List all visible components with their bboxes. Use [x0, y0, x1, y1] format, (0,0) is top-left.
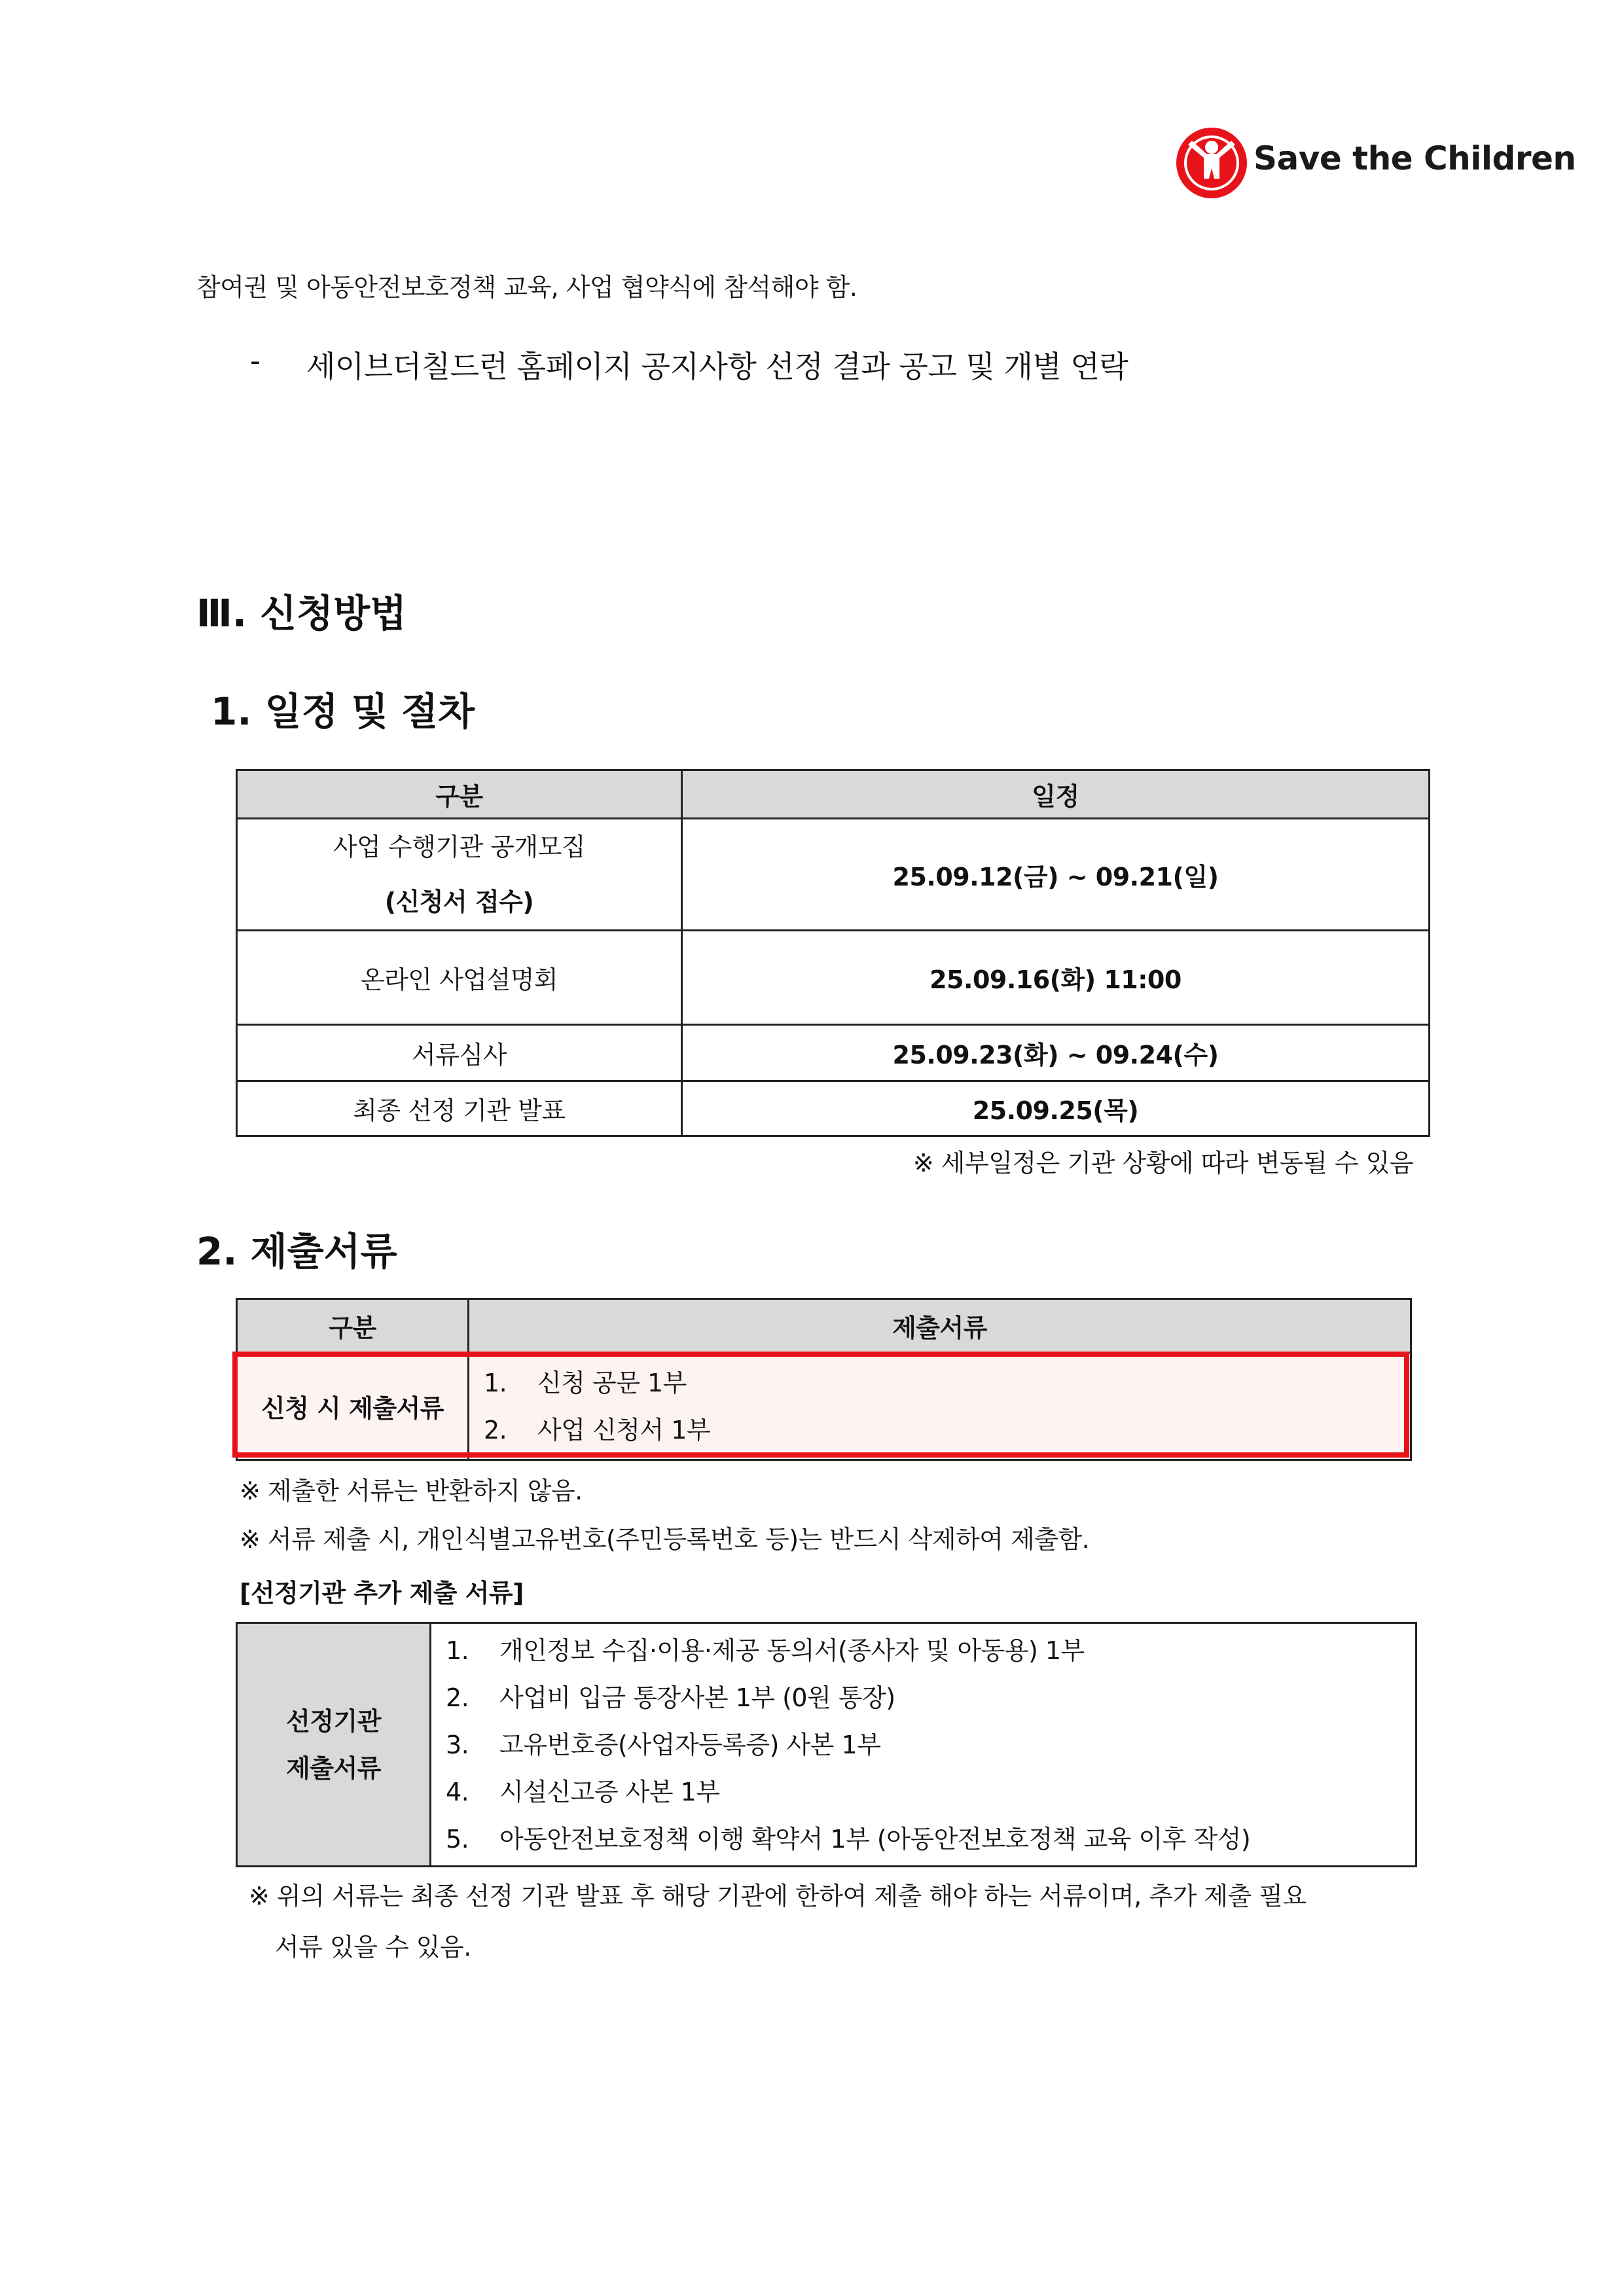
schedule-table: [236, 769, 1430, 1137]
item-number: 2.: [446, 1683, 469, 1712]
list-item: [446, 1721, 1415, 1768]
row-label: 최종 선정 기관 발표: [237, 1081, 682, 1136]
row-date: 25.09.25(목): [682, 1081, 1430, 1136]
documents-note-2: ※ 서류 제출 시, 개인식별고유번호(주민등록번호 등)는 반드시 삭제하여 제출함.: [240, 1525, 1090, 1554]
header-category: 구분: [237, 770, 682, 819]
item-text: 신청 공문 1부: [537, 1368, 687, 1397]
item-text: 시설신고증 사본 1부: [499, 1777, 720, 1806]
bullet-text: 세이브더칠드런 홈페이지 공지사항 선정 결과 공고 및 개별 연락: [306, 349, 1128, 384]
child-figure-icon: [1175, 125, 1248, 201]
item-number: 1.: [484, 1368, 507, 1397]
item-number: 3.: [446, 1730, 469, 1759]
table-row: [237, 1081, 1430, 1136]
item-number: 1.: [446, 1636, 469, 1665]
selected-documents-table: [236, 1622, 1417, 1867]
item-text: 개인정보 수집·이용·제공 동의서(종사자 및 아동용) 1부: [499, 1636, 1085, 1665]
table-header-row: [237, 1299, 1411, 1353]
table-row: [237, 931, 1430, 1025]
intro-continuation: 참여권 및 아동안전보호정책 교육, 사업 협약식에 참석해야 함.: [196, 273, 857, 302]
row-label-line1: 선정기관: [286, 1706, 381, 1736]
row-date: 25.09.16(화) 11:00: [682, 931, 1430, 1025]
row-label: 온라인 사업설명회: [237, 931, 682, 1025]
row-label: [237, 819, 682, 931]
item-number: 4.: [446, 1777, 469, 1806]
documents-title: 2. 제출서류: [196, 1229, 397, 1274]
table-row: [237, 1623, 1416, 1867]
row-label-line2: 제출서류: [286, 1753, 381, 1783]
table-header-row: [237, 770, 1430, 819]
item-number: 5.: [446, 1824, 469, 1854]
item-text: 고유번호증(사업자등록증) 사본 1부: [499, 1730, 881, 1759]
selected-list-cell: [431, 1623, 1416, 1867]
logo-text: Save the Children: [1254, 139, 1576, 177]
schedule-note: ※ 세부일정은 기관 상황에 따라 변동될 수 있음: [912, 1149, 1413, 1177]
header-schedule: 일정: [682, 770, 1430, 819]
list-item: [446, 1627, 1415, 1674]
row-label-line2: (신청서 접수): [384, 888, 534, 916]
row-date: 25.09.23(화) ~ 09.24(수): [682, 1025, 1430, 1081]
selected-title: [선정기관 추가 제출 서류]: [240, 1579, 524, 1607]
save-the-children-logo: [1175, 125, 1576, 201]
bullet-dash: -: [250, 344, 261, 378]
list-item: [446, 1768, 1415, 1816]
selected-documents-list: [431, 1627, 1415, 1863]
highlight-box: [232, 1352, 1409, 1458]
row-date: 25.09.12(금) ~ 09.21(일): [682, 819, 1430, 931]
item-text: 사업비 입금 통장사본 1부 (0원 통장): [499, 1683, 895, 1712]
selected-note-line1: ※ 위의 서류는 최종 선정 기관 발표 후 해당 기관에 한하여 제출 해야 하는 서류이며, 추가 제출 필요: [249, 1882, 1307, 1910]
item-text: 사업 신청서 1부: [537, 1415, 711, 1444]
list-item: [446, 1674, 1415, 1721]
item-number: 2.: [484, 1415, 507, 1444]
list-item: [446, 1816, 1415, 1863]
header-category: 구분: [237, 1299, 469, 1353]
selected-note-line2: 서류 있을 수 있음.: [275, 1933, 471, 1962]
item-text: 아동안전보호정책 이행 확약서 1부 (아동안전보호정책 교육 이후 작성): [499, 1824, 1251, 1854]
table-row: [237, 1025, 1430, 1081]
section-title: Ⅲ. 신청방법: [196, 591, 407, 636]
table-row: [237, 819, 1430, 931]
row-label: [237, 1623, 431, 1867]
row-label: 신청 시 제출서류: [237, 1353, 469, 1460]
documents-note-1: ※ 제출한 서류는 반환하지 않음.: [240, 1477, 583, 1505]
schedule-title: 1. 일정 및 절차: [211, 689, 475, 734]
row-label: 서류심사: [237, 1025, 682, 1081]
row-label-line1: 사업 수행기관 공개모집: [333, 833, 586, 861]
header-documents: 제출서류: [469, 1299, 1411, 1353]
